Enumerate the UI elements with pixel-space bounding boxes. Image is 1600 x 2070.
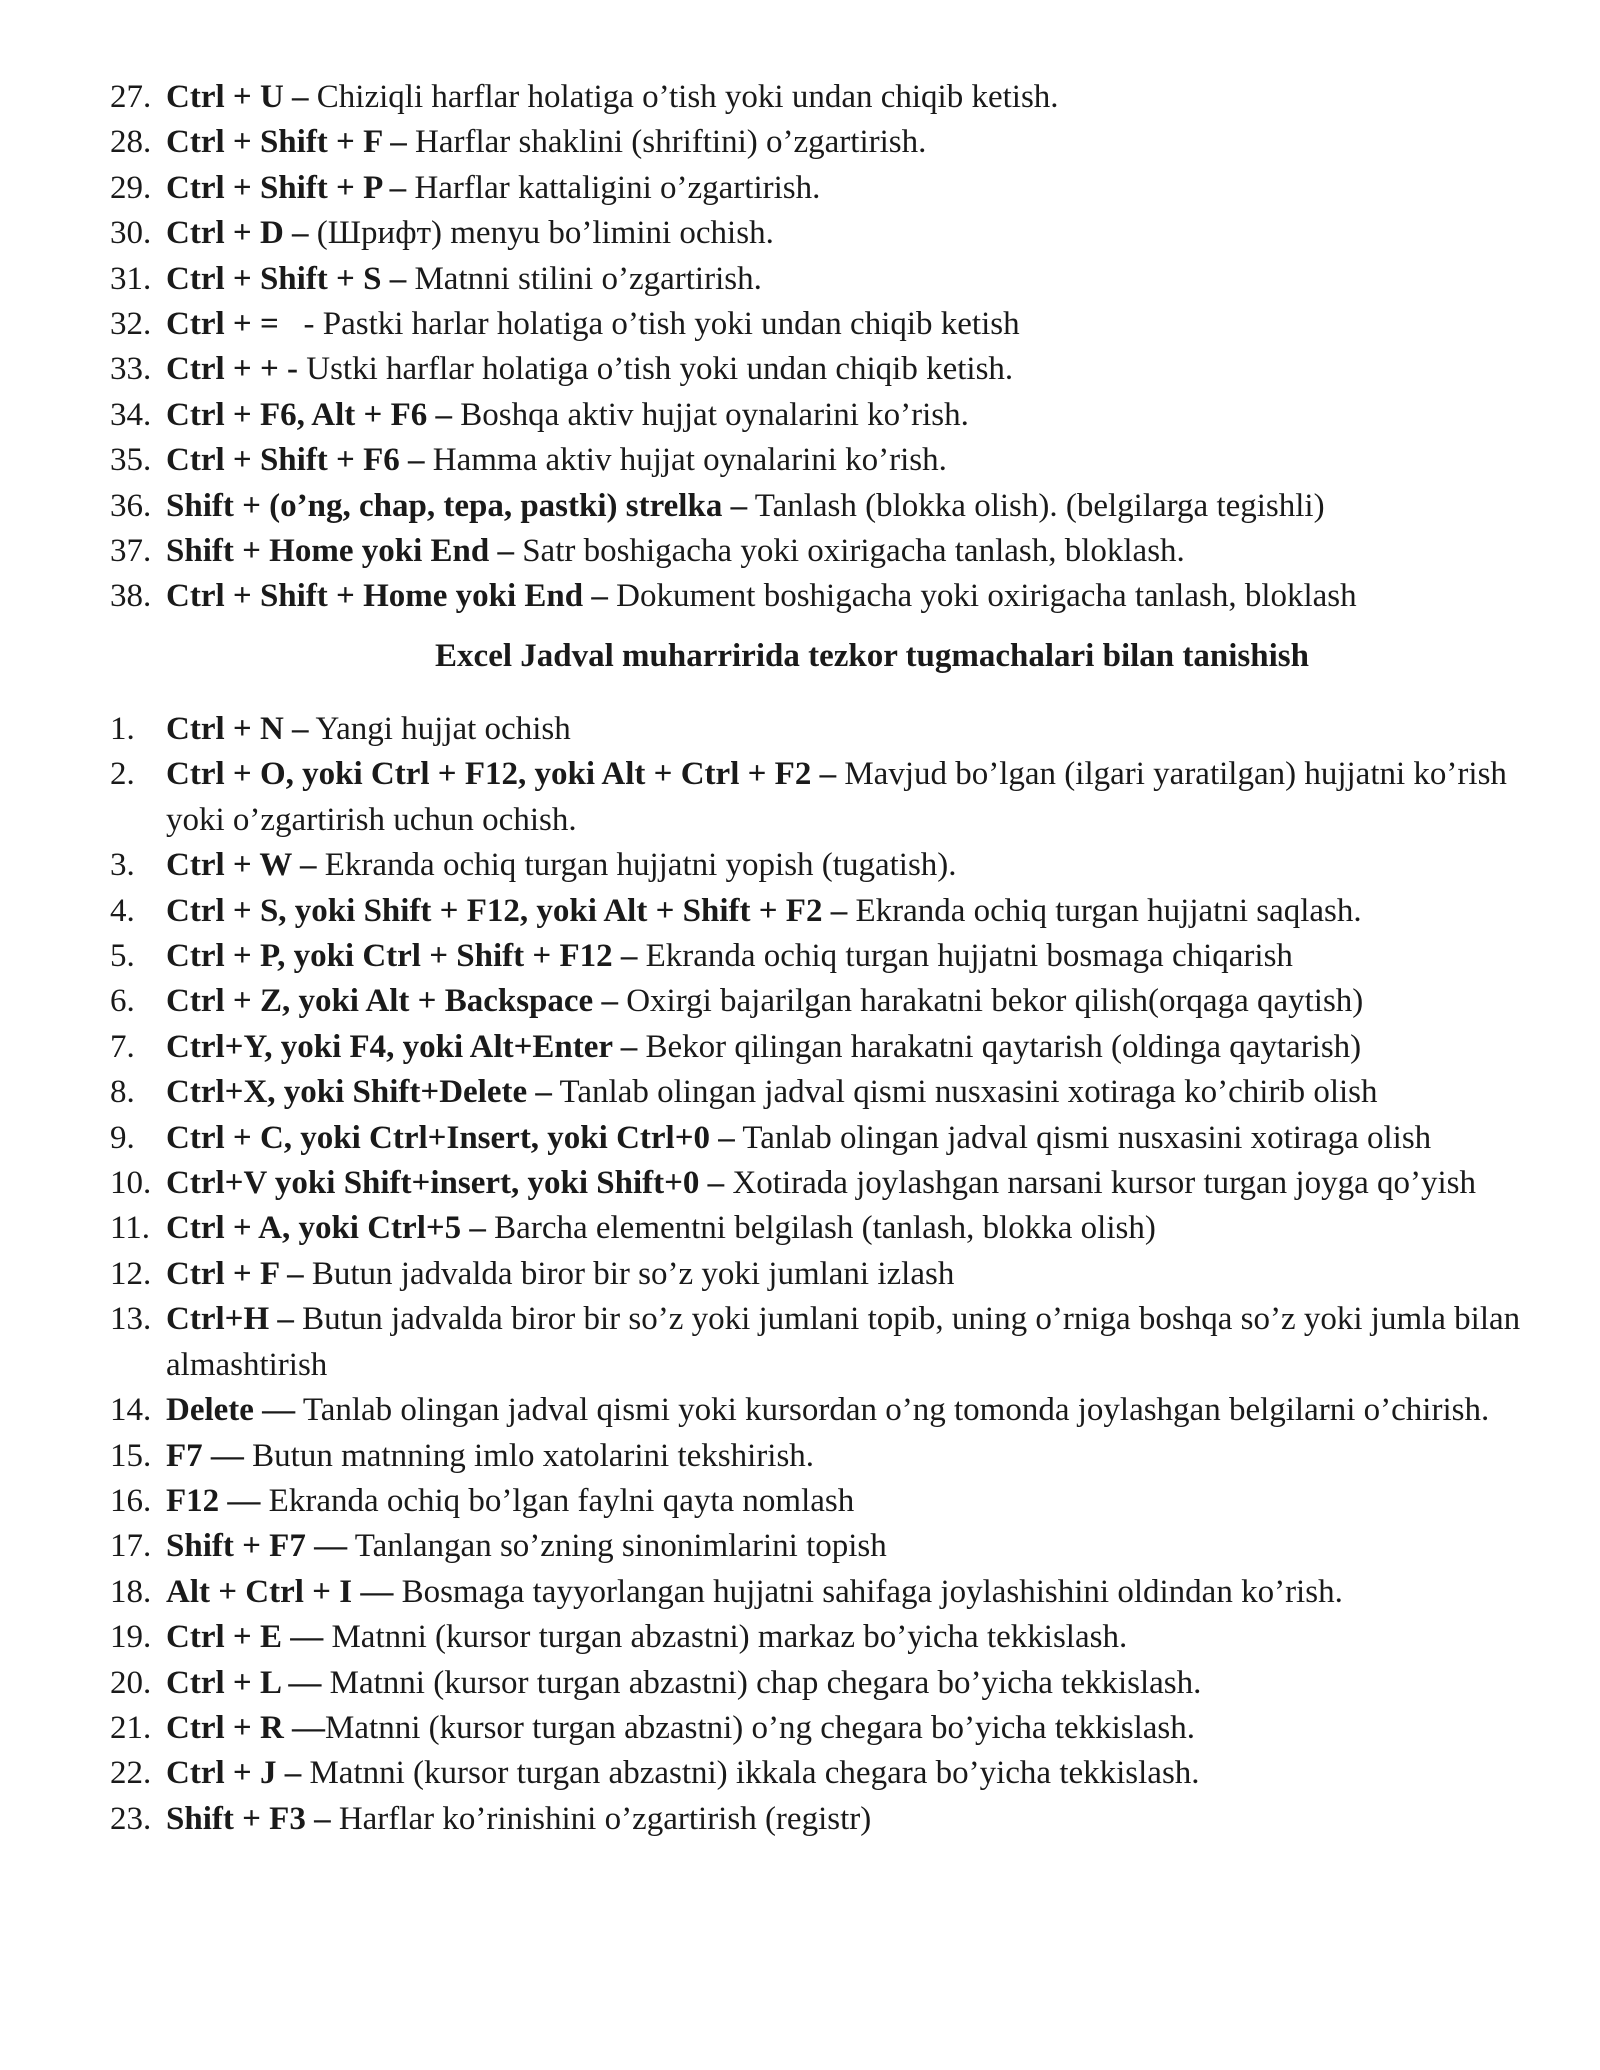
shortcut-description: Harflar kattaligini o’zgartirish. bbox=[406, 169, 821, 206]
shortcut-description: Tanlab olingan jadval qismi nusxasini xotiraga ko’chirib olish bbox=[551, 1074, 1378, 1111]
list-item bbox=[0, 484, 1526, 529]
shortcut-description: (Шрифт) menyu bo’limini ochish. bbox=[308, 215, 774, 252]
item-number: 1. bbox=[110, 711, 135, 747]
item-number: 11. bbox=[110, 1210, 151, 1247]
shortcut-key: Ctrl + P, yoki Ctrl + Shift + F12 – bbox=[166, 938, 638, 975]
item-number: 5. bbox=[110, 938, 135, 975]
list-item bbox=[0, 120, 1526, 165]
shortcut-description: Boshqa aktiv hujjat oynalarini ko’rish. bbox=[451, 396, 969, 433]
shortcut-key: Ctrl + Shift + P – bbox=[166, 169, 407, 206]
item-number: 32. bbox=[110, 306, 152, 343]
list-item bbox=[0, 1297, 1526, 1388]
shortcut-description: Tanlab olingan jadval qismi yoki kursordan o’ng tomonda joylashgan belgilarni o’chirish. bbox=[295, 1392, 1490, 1429]
item-number: 13. bbox=[110, 1301, 152, 1338]
section-heading: Excel Jadval muharririda tezkor tugmachalari bilan tanishish bbox=[435, 638, 1309, 674]
item-number: 33. bbox=[110, 351, 152, 388]
list-item bbox=[0, 1661, 1526, 1706]
shortcut-description: Ustki harflar holatiga o’tish yoki undan chiqib ketish. bbox=[297, 351, 1014, 388]
list-item bbox=[0, 1252, 1526, 1297]
item-number: 34. bbox=[110, 396, 152, 433]
shortcut-key: Ctrl + W – bbox=[166, 847, 317, 884]
list-item bbox=[0, 1751, 1526, 1796]
item-number: 2. bbox=[110, 756, 135, 793]
shortcut-description: Butun jadvalda biror bir so’z yoki jumlani izlash bbox=[303, 1255, 955, 1292]
list-item bbox=[0, 257, 1526, 302]
list-item bbox=[0, 1570, 1526, 1615]
shortcut-description: Butun jadvalda biror bir so’z yoki jumlani topib, uning o’rniga boshqa so’z yoki jumla bilan almashtirish bbox=[166, 1301, 1521, 1383]
list-item bbox=[0, 1388, 1526, 1433]
shortcut-key: Ctrl + F – bbox=[166, 1255, 304, 1292]
shortcut-description: Chiziqli harflar holatiga o’tish yoki undan chiqib ketish. bbox=[308, 79, 1059, 115]
shortcut-description: Hamma aktiv hujjat oynalarini ko’rish. bbox=[424, 442, 947, 479]
shortcut-key: Ctrl + O, yoki Ctrl + F12, yoki Alt + Ctrl + F2 – bbox=[166, 756, 837, 793]
item-number: 10. bbox=[110, 1165, 152, 1202]
list-item bbox=[0, 889, 1526, 934]
shortcut-key: Ctrl + Z, yoki Alt + Backspace – bbox=[166, 983, 618, 1020]
shortcut-description: Oxirgi bajarilgan harakatni bekor qilish(orqaga qaytish) bbox=[617, 983, 1364, 1020]
item-number: 18. bbox=[110, 1573, 152, 1610]
list-item bbox=[0, 1206, 1526, 1251]
shortcut-description: Matnni (kursor turgan abzastni) ikkala chegara bo’yicha tekkislash. bbox=[301, 1755, 1200, 1792]
list-item bbox=[0, 529, 1526, 574]
shortcut-description: Matnni (kursor turgan abzastni) o’ng chegara bo’yicha tekkislash. bbox=[325, 1709, 1195, 1746]
list-item bbox=[0, 1706, 1526, 1751]
shortcut-description: Satr boshigacha yoki oxirigacha tanlash, bloklash. bbox=[513, 533, 1185, 570]
list-item bbox=[0, 166, 1526, 211]
list-item bbox=[0, 934, 1526, 979]
shortcut-description: Yangi hujjat ochish bbox=[308, 711, 571, 747]
item-number: 12. bbox=[110, 1255, 152, 1292]
shortcut-description: Bosmaga tayyorlangan hujjatni sahifaga joylashishini oldindan ko’rish. bbox=[393, 1573, 1343, 1610]
shortcut-key: Shift + F3 – bbox=[166, 1800, 331, 1837]
item-number: 21. bbox=[110, 1709, 152, 1746]
shortcut-description: Tanlab olingan jadval qismi nusxasini xotiraga olish bbox=[734, 1119, 1432, 1156]
item-number: 9. bbox=[110, 1119, 135, 1156]
shortcut-description: Matnni (kursor turgan abzastni) chap chegara bo’yicha tekkislash. bbox=[321, 1664, 1202, 1701]
list-item bbox=[0, 1161, 1526, 1206]
item-number: 35. bbox=[110, 442, 152, 479]
item-number: 17. bbox=[110, 1528, 152, 1565]
shortcut-key: F7 — bbox=[166, 1437, 244, 1474]
shortcut-key: Delete — bbox=[166, 1392, 296, 1429]
shortcut-description: Ekranda ochiq turgan hujjatni saqlash. bbox=[847, 892, 1362, 929]
item-number: 20. bbox=[110, 1664, 152, 1701]
item-number: 6. bbox=[110, 983, 135, 1020]
shortcut-key: Ctrl + Shift + F6 – bbox=[166, 442, 425, 479]
shortcut-description: Matnni (kursor turgan abzastni) markaz bo’yicha tekkislash. bbox=[323, 1619, 1128, 1656]
shortcut-key: Ctrl + = bbox=[166, 306, 279, 343]
item-number: 16. bbox=[110, 1482, 152, 1519]
shortcut-description: Tanlash (blokka olish). (belgilarga tegishli) bbox=[747, 487, 1325, 524]
list-item bbox=[0, 1434, 1526, 1479]
item-number: 29. bbox=[110, 169, 152, 206]
item-number: 15. bbox=[110, 1437, 152, 1474]
shortcut-key: Ctrl + Shift + Home yoki End – bbox=[166, 578, 608, 615]
shortcut-key: Alt + Ctrl + I — bbox=[166, 1573, 394, 1610]
shortcut-key: Shift + Home yoki End – bbox=[166, 533, 514, 570]
shortcut-key: Ctrl + F6, Alt + F6 – bbox=[166, 396, 452, 433]
shortcut-key: Ctrl + S, yoki Shift + F12, yoki Alt + Shift + F2 – bbox=[166, 892, 848, 929]
shortcut-key: Ctrl + A, yoki Ctrl+5 – bbox=[166, 1210, 486, 1247]
list-item bbox=[0, 438, 1526, 483]
shortcut-key: Ctrl+V yoki Shift+insert, yoki Shift+0 – bbox=[166, 1165, 725, 1202]
item-number: 3. bbox=[110, 847, 135, 884]
shortcut-key: Ctrl+H – bbox=[166, 1301, 294, 1338]
shortcut-key: Ctrl + N – bbox=[166, 711, 309, 747]
item-number: 7. bbox=[110, 1028, 135, 1065]
shortcut-key: Shift + F7 — bbox=[166, 1528, 348, 1565]
item-number: 19. bbox=[110, 1619, 152, 1656]
list-item bbox=[0, 1797, 1526, 1842]
list-item bbox=[0, 574, 1526, 619]
shortcut-key: Ctrl + D – bbox=[166, 215, 309, 252]
list-item bbox=[0, 1070, 1526, 1115]
item-number: 8. bbox=[110, 1074, 135, 1111]
shortcut-description: - Pastki harlar holatiga o’tish yoki undan chiqib ketish bbox=[278, 306, 1020, 343]
item-number: 28. bbox=[110, 124, 152, 161]
shortcut-description: Tanlangan so’zning sinonimlarini topish bbox=[347, 1528, 887, 1565]
list-item bbox=[0, 1615, 1526, 1660]
item-number: 36. bbox=[110, 487, 152, 524]
shortcut-description: Xotirada joylashgan narsani kursor turgan joyga qo’yish bbox=[724, 1165, 1477, 1202]
item-number: 38. bbox=[110, 578, 152, 615]
shortcut-key: Ctrl + Shift + F – bbox=[166, 124, 407, 161]
item-number: 37. bbox=[110, 533, 152, 570]
list-item bbox=[0, 979, 1526, 1024]
shortcut-key: Shift + (o’ng, chap, tepa, pastki) strelka – bbox=[166, 487, 748, 524]
shortcut-key: Ctrl + J – bbox=[166, 1755, 302, 1792]
item-number: 4. bbox=[110, 892, 135, 929]
list-item bbox=[0, 347, 1526, 392]
item-number: 14. bbox=[110, 1392, 152, 1429]
shortcut-key: Ctrl + + - bbox=[166, 351, 298, 388]
shortcut-description: Harflar shaklini (shriftini) o’zgartirish. bbox=[406, 124, 927, 161]
item-number: 31. bbox=[110, 260, 152, 297]
shortcut-description: Mavjud bo’lgan (ilgari yaratilgan) hujjatni ko’rish yoki o’zgartirish uchun ochish. bbox=[166, 756, 1507, 838]
list-item bbox=[0, 302, 1526, 347]
item-number: 30. bbox=[110, 215, 152, 252]
list-item bbox=[0, 75, 1526, 120]
shortcut-description: Dokument boshigacha yoki oxirigacha tanlash, bloklash bbox=[607, 578, 1357, 615]
shortcut-description: Matnni stilini o’zgartirish. bbox=[406, 260, 762, 297]
shortcut-key: F12 — bbox=[166, 1482, 261, 1519]
shortcut-list-excel bbox=[0, 707, 1600, 1842]
shortcut-description: Butun matnning imlo xatolarini tekshirish. bbox=[243, 1437, 815, 1474]
shortcut-description: Barcha elementni belgilash (tanlash, blokka olish) bbox=[485, 1210, 1156, 1247]
list-item bbox=[0, 1479, 1526, 1524]
shortcut-description: Ekranda ochiq turgan hujjatni yopish (tugatish). bbox=[316, 847, 957, 884]
shortcut-description: Harflar ko’rinishini o’zgartirish (registr) bbox=[330, 1800, 872, 1837]
shortcut-key: Ctrl + Shift + S – bbox=[166, 260, 407, 297]
shortcut-key: Ctrl + R — bbox=[166, 1709, 326, 1746]
shortcut-key: Ctrl + L — bbox=[166, 1664, 322, 1701]
shortcut-key: Ctrl + U – bbox=[166, 79, 309, 115]
list-item bbox=[0, 211, 1526, 256]
item-number: 23. bbox=[110, 1800, 152, 1837]
list-item bbox=[0, 1025, 1526, 1070]
item-number: 27. bbox=[110, 79, 152, 115]
list-item bbox=[0, 843, 1526, 888]
item-number: 22. bbox=[110, 1755, 152, 1792]
shortcut-key: Ctrl+X, yoki Shift+Delete – bbox=[166, 1074, 552, 1111]
shortcut-key: Ctrl+Y, yoki F4, yoki Alt+Enter – bbox=[166, 1028, 638, 1065]
list-item bbox=[0, 1524, 1526, 1569]
shortcut-key: Ctrl + E — bbox=[166, 1619, 324, 1656]
list-item bbox=[0, 752, 1526, 843]
list-item bbox=[0, 1116, 1526, 1161]
list-item bbox=[0, 707, 1526, 752]
shortcut-description: Ekranda ochiq bo’lgan faylni qayta nomlash bbox=[260, 1482, 855, 1519]
shortcut-list-word bbox=[0, 75, 1600, 620]
list-item bbox=[0, 393, 1526, 438]
shortcut-description: Ekranda ochiq turgan hujjatni bosmaga chiqarish bbox=[637, 938, 1293, 975]
shortcut-description: Bekor qilingan harakatni qaytarish (oldinga qaytarish) bbox=[637, 1028, 1362, 1065]
shortcut-key: Ctrl + C, yoki Ctrl+Insert, yoki Ctrl+0 – bbox=[166, 1119, 735, 1156]
